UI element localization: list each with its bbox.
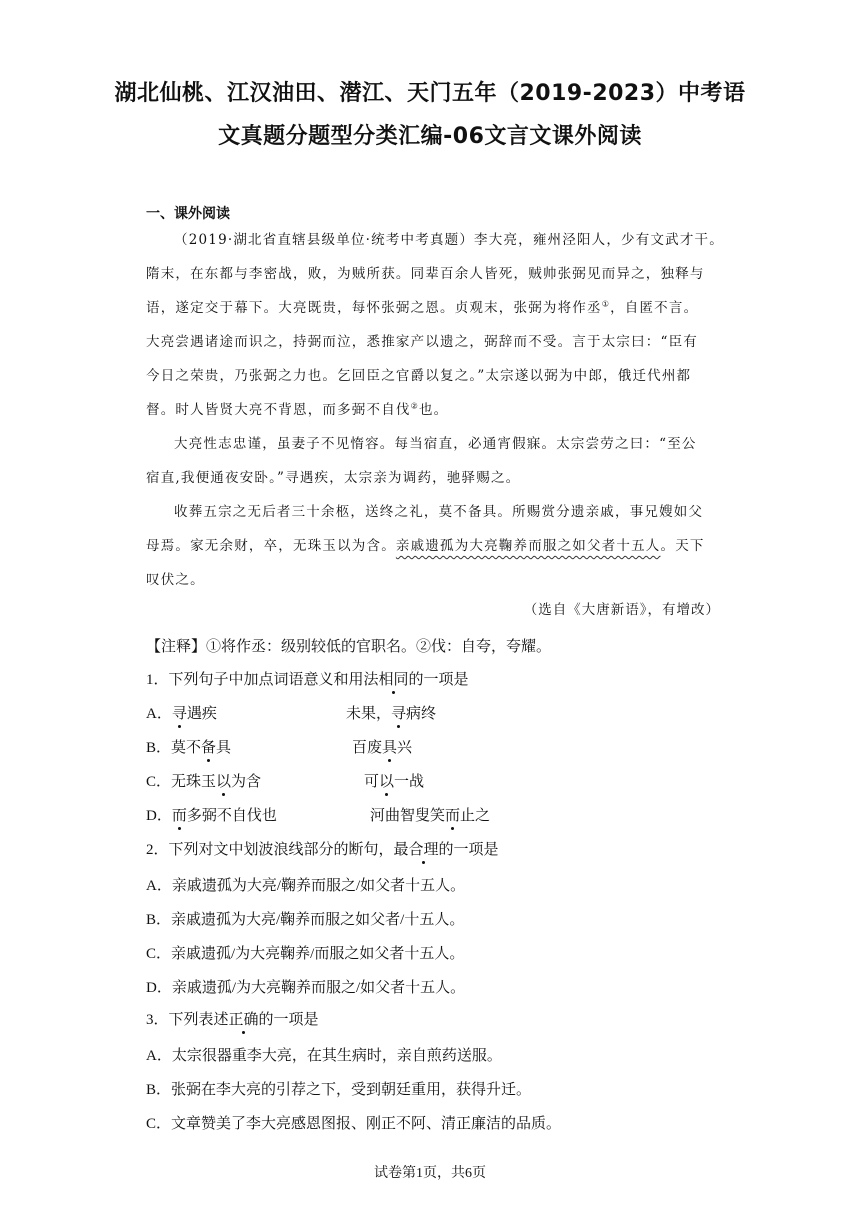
emphasis-dots: 合理	[408, 842, 439, 858]
question-2-option-d: D．亲戚遗孤/为大亮鞠养而服之/如父者十五人。	[146, 980, 466, 996]
section-heading: 一、课外阅读	[146, 206, 230, 222]
question-1-option-c-compare: 可以一战	[364, 774, 425, 790]
page-title-line2: 文真题分题型分类汇编-06文言文课外阅读	[218, 124, 642, 149]
passage-line: 今日之荣贵，乃张弼之力也。乞回臣之官爵以复之。”太宗遂以弼为中郎，俄迁代州都	[146, 368, 692, 384]
passage-paragraph-2	[146, 427, 720, 495]
passage-line: 母焉。家无余财，卒，无珠玉以为含。亲戚遗孤为大亮鞠养而服之如父者十五人。天下	[146, 538, 705, 554]
passage-paragraph-1	[146, 223, 724, 427]
question-2-option-c: C．亲戚遗孤/为大亮鞠养/而服之如父者十五人。	[146, 946, 465, 962]
question-3-option-b: B．张弼在李大亮的引荐之下，受到朝廷重用，获得升迁。	[146, 1082, 532, 1098]
question-1-option-b: B．莫不备具	[146, 740, 232, 756]
annotation-note: 【注释】①将作丞：级别较低的官职名。②伐：自夸，夸耀。	[146, 639, 552, 655]
emphasis-dots: 相同	[378, 672, 409, 688]
passage-paragraph-3	[146, 495, 720, 597]
question-3-option-a: A．太宗很器重李大亮，在其生病时，亲自煎药送服。	[146, 1048, 502, 1064]
emphasis-dots: 正确	[228, 1012, 259, 1028]
question-2-option-a: A．亲戚遗孤为大亮/鞠养而服之/如父者十五人。	[146, 878, 466, 894]
note-1-mark: ①	[601, 299, 611, 309]
passage-line: 宿直,我便通夜安卧。”寻遇疾，太宗亲为调药，驰驿赐之。	[146, 470, 521, 486]
page-title-line1: 湖北仙桃、江汉油田、潜江、天门五年（2019-2023）中考语	[114, 81, 746, 106]
passage-line: 叹伏之。	[146, 572, 205, 588]
question-1-option-a-compare: 未果，寻病终	[346, 706, 437, 722]
question-2-stem: 2．下列对文中划波浪线部分的断句，最合理的一项是	[146, 842, 499, 858]
note-2-mark: ②	[410, 401, 419, 411]
passage-line: （2019·湖北省直辖县级单位·统考中考真题）李大亮，雍州泾阳人，少有文武才干。	[174, 232, 724, 248]
question-1-option-d-compare: 河曲智叟笑而止之	[370, 808, 491, 824]
question-1-stem: 1．下列句子中加点词语意义和用法相同的一项是	[146, 672, 469, 688]
page-footer: 试卷第1页，共6页	[374, 1166, 486, 1181]
wavy-underlined-sentence: 亲戚遗孤为大亮鞠养而服之如父者十五人	[395, 538, 661, 554]
passage-source: （选自《大唐新语》，有增改）	[523, 602, 720, 618]
question-3-stem: 3．下列表述正确的一项是	[146, 1012, 319, 1028]
passage-line: 督。时人皆贤大亮不背恩，而多弼不自伐②也。	[146, 401, 449, 418]
question-3-option-c: C．文章赞美了李大亮感恩图报、刚正不阿、清正廉洁的品质。	[146, 1116, 562, 1132]
question-1-option-d: D．而多弼不自伐也	[146, 808, 277, 824]
passage-line: 收葬五宗之无后者三十余柩，送终之礼，莫不备具。所赐赏分遗亲戚，事兄嫂如父	[174, 504, 704, 520]
passage-line: 大亮尝遇诸途而识之，持弼而泣，悉推家产以遗之，弼辞而不受。言于太宗曰：“臣有	[146, 334, 699, 350]
question-1-option-a: A．寻遇疾	[146, 706, 217, 722]
question-1-option-c: C．无珠玉以为含	[146, 774, 262, 790]
passage-line: 大亮性志忠谨，虽妻子不见惰容。每当宿直，必通宵假寐。太宗尝劳之曰：“至公	[174, 436, 697, 452]
question-1-option-b-compare: 百废具兴	[352, 740, 413, 756]
passage-line: 语，遂定交于幕下。大亮既贵，每怀张弼之恩。贞观末，张弼为将作丞①，自匿不言。	[146, 299, 699, 316]
question-2-option-b: B．亲戚遗孤为大亮/鞠养而服之如父者/十五人。	[146, 912, 465, 928]
passage-line: 隋末，在东都与李密战，败，为贼所获。同辈百余人皆死，贼帅张弼见而异之，独释与	[146, 266, 705, 282]
